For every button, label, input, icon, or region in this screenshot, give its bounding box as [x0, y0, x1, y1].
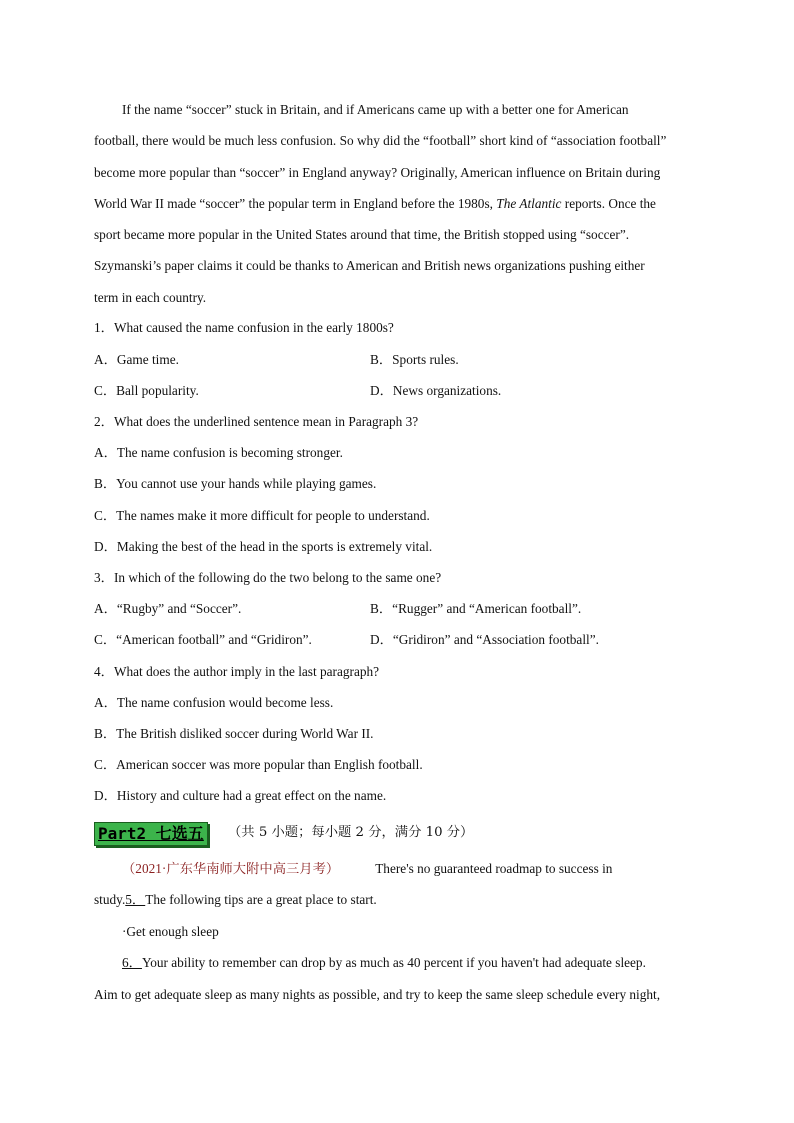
passage-line-text: World War II made “soccer” the popular term in England before the 1980s,	[94, 195, 497, 211]
answer-option[interactable]: B．Sports rules.	[370, 352, 459, 367]
question-stem: 4．What does the author imply in the last paragraph?	[94, 664, 380, 679]
source-label: （2021·广东华南师大附中高三月考）	[122, 861, 340, 876]
section-text-line	[122, 955, 646, 971]
section-text-line: Aim to get adequate sleep as many nights as possible, and try to keep the same sleep schedule every night,	[94, 987, 661, 1002]
answer-option[interactable]: B．The British disliked soccer during World War II.	[94, 726, 374, 741]
line-text: study.	[94, 892, 126, 907]
answer-option[interactable]: B．“Rugger” and “American football”.	[370, 601, 582, 616]
part2-scoring-info: （共 5 小题；每小题 2 分，满分 10 分）	[228, 825, 474, 840]
answer-option[interactable]: B．You cannot use your hands while playing games.	[94, 476, 377, 491]
answer-option[interactable]: C．Ball popularity.	[94, 383, 199, 398]
answer-option[interactable]: D．“Gridiron” and “Association football”.	[370, 632, 599, 647]
passage-line: term in each country.	[94, 289, 207, 305]
answer-option[interactable]: A．The name confusion is becoming stronger.	[94, 445, 343, 460]
answer-option[interactable]: A．The name confusion would become less.	[94, 695, 334, 710]
passage-line-text: reports. Once the	[564, 195, 656, 211]
answer-option[interactable]: C．American soccer was more popular than English football.	[94, 757, 423, 772]
blank-5: 5．	[125, 892, 146, 907]
blank-6: 6．	[122, 955, 142, 970]
answer-option[interactable]: A．Game time.	[94, 352, 179, 367]
line-text: The following tips are a great place to start.	[145, 892, 377, 907]
passage-line	[94, 188, 698, 219]
question-stem: 3．In which of the following do the two belong to the same one?	[94, 570, 442, 585]
intro-text: There's no guaranteed roadmap to success in	[375, 861, 613, 876]
answer-option[interactable]: D．History and culture had a great effect on the name.	[94, 788, 387, 803]
publication-title: The Atlantic	[496, 195, 562, 211]
passage-paragraph	[94, 94, 698, 313]
answer-option[interactable]: D．Making the best of the head in the sports is extremely vital.	[94, 539, 433, 554]
answer-option[interactable]: D．News organizations.	[370, 383, 502, 398]
passage-line: become more popular than “soccer” in England anyway? Originally, American influence on Britain during	[94, 164, 661, 180]
tip-heading: ·Get enough sleep	[122, 924, 219, 939]
line-text: Your ability to remember can drop by as much as 40 percent if you haven't had adequate sleep.	[141, 955, 646, 970]
answer-option[interactable]: C．“American football” and “Gridiron”.	[94, 632, 312, 647]
question-stem: 2．What does the underlined sentence mean in Paragraph 3?	[94, 414, 419, 429]
section-intro-line	[122, 861, 612, 877]
answer-option[interactable]: C．The names make it more difficult for people to understand.	[94, 508, 430, 523]
passage-line: Szymanski’s paper claims it could be thanks to American and British news organizations pushing either	[94, 258, 645, 274]
passage-line: sport became more popular in the United States around that time, the British stopped using “soccer”.	[94, 227, 630, 243]
passage-line: If the name “soccer” stuck in Britain, and if Americans came up with a better one for American	[122, 102, 629, 117]
passage-line: football, there would be much less confusion. So why did the “football” short kind of “association football”	[94, 133, 667, 149]
question-stem: 1．What caused the name confusion in the early 1800s?	[94, 320, 394, 335]
section-text-line	[94, 892, 377, 908]
answer-option[interactable]: A．“Rugby” and “Soccer”.	[94, 601, 242, 616]
part2-badge: Part2 七选五	[94, 822, 208, 846]
